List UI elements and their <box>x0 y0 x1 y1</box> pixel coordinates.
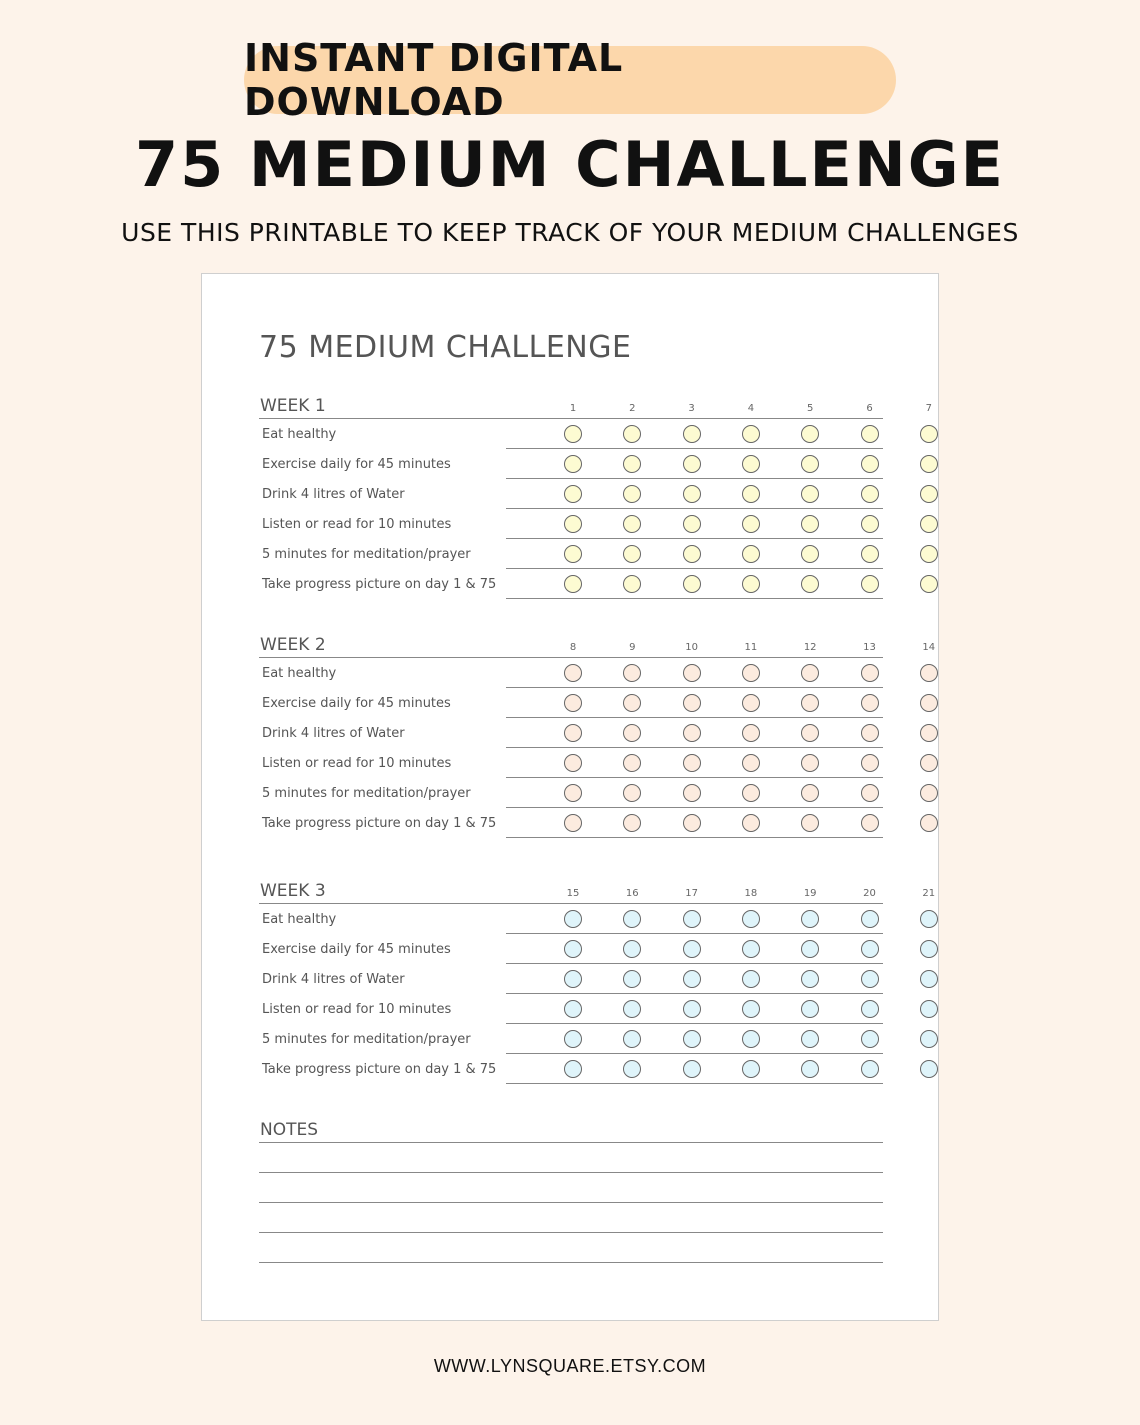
checkbox-circle[interactable] <box>801 1030 819 1048</box>
checkbox-circle[interactable] <box>742 575 760 593</box>
checkbox-circle[interactable] <box>861 724 879 742</box>
checkbox-circle[interactable] <box>564 1000 582 1018</box>
page-title: 75 MEDIUM CHALLENGE <box>135 128 1005 201</box>
checkbox-circle[interactable] <box>861 1060 879 1078</box>
checkbox-circle[interactable] <box>623 575 641 593</box>
notes-header <box>259 1116 883 1143</box>
task-label: Drink 4 litres of Water <box>262 487 405 502</box>
checkbox-circle[interactable] <box>920 664 938 682</box>
checkbox-circle[interactable] <box>742 485 760 503</box>
checkbox-circle[interactable] <box>623 970 641 988</box>
day-number: 16 <box>625 888 639 899</box>
checkbox-circle[interactable] <box>742 1060 760 1078</box>
note-line <box>259 1143 883 1173</box>
checkbox-circle[interactable] <box>742 784 760 802</box>
task-row <box>259 479 883 509</box>
checkbox-circle[interactable] <box>742 515 760 533</box>
week-label: WEEK 2 <box>260 635 326 655</box>
checkbox-circle[interactable] <box>861 545 879 563</box>
checkbox-circle[interactable] <box>920 485 938 503</box>
checkbox-circle[interactable] <box>623 724 641 742</box>
checkbox-circle[interactable] <box>564 1060 582 1078</box>
checkbox-circle[interactable] <box>683 664 701 682</box>
checkbox-circle[interactable] <box>683 910 701 928</box>
task-row <box>259 688 883 718</box>
checkbox-circle[interactable] <box>861 1000 879 1018</box>
checkbox-circle[interactable] <box>623 784 641 802</box>
checkbox-circle[interactable] <box>801 784 819 802</box>
task-row <box>259 964 883 994</box>
day-number: 6 <box>866 403 873 414</box>
week-block <box>259 877 936 1084</box>
footer-url: WWW.LYNSQUARE.ETSY.COM <box>433 1356 707 1376</box>
checkbox-circle[interactable] <box>623 1000 641 1018</box>
checkbox-circle[interactable] <box>683 724 701 742</box>
week-block <box>259 392 932 599</box>
checkbox-circle[interactable] <box>742 694 760 712</box>
checkbox-circle[interactable] <box>623 455 641 473</box>
checkbox-circle[interactable] <box>920 1000 938 1018</box>
checkbox-circle[interactable] <box>623 545 641 563</box>
checkbox-circle[interactable] <box>742 455 760 473</box>
day-number: 11 <box>744 642 758 653</box>
task-label: Drink 4 litres of Water <box>262 726 405 741</box>
task-label: Take progress picture on day 1 & 75 <box>262 816 497 831</box>
checkbox-circle[interactable] <box>564 724 582 742</box>
task-row <box>259 449 883 479</box>
checkbox-circle[interactable] <box>861 784 879 802</box>
printable-sheet <box>201 273 939 1321</box>
task-row <box>259 509 883 539</box>
checkbox-circle[interactable] <box>683 455 701 473</box>
note-line <box>259 1203 883 1233</box>
day-number: 17 <box>685 888 698 899</box>
checkbox-circle[interactable] <box>801 754 819 772</box>
checkbox-circle[interactable] <box>801 545 819 563</box>
checkbox-circle[interactable] <box>920 940 938 958</box>
checkbox-circle[interactable] <box>683 970 701 988</box>
checkbox-circle[interactable] <box>683 694 701 712</box>
checkbox-circle[interactable] <box>683 1000 701 1018</box>
day-number: 3 <box>688 403 695 414</box>
checkbox-circle[interactable] <box>801 515 819 533</box>
checkbox-circle[interactable] <box>920 455 938 473</box>
checkbox-circle[interactable] <box>742 940 760 958</box>
checkbox-circle[interactable] <box>861 814 879 832</box>
checkbox-circle[interactable] <box>564 970 582 988</box>
checkbox-circle[interactable] <box>742 814 760 832</box>
checkbox-circle[interactable] <box>623 515 641 533</box>
checkbox-circle[interactable] <box>742 1030 760 1048</box>
task-label: Eat healthy <box>262 912 337 927</box>
checkbox-circle[interactable] <box>861 940 879 958</box>
checkbox-circle[interactable] <box>683 814 701 832</box>
checkbox-circle[interactable] <box>861 515 879 533</box>
checkbox-circle[interactable] <box>920 970 938 988</box>
task-label: Exercise daily for 45 minutes <box>262 942 451 957</box>
checkbox-circle[interactable] <box>623 910 641 928</box>
checkbox-circle[interactable] <box>861 425 879 443</box>
checkbox-circle[interactable] <box>920 724 938 742</box>
checkbox-circle[interactable] <box>861 694 879 712</box>
checkbox-circle[interactable] <box>801 940 819 958</box>
sheet-title: 75 MEDIUM CHALLENGE <box>259 330 632 365</box>
day-number: 19 <box>803 888 817 899</box>
checkbox-circle[interactable] <box>683 1060 701 1078</box>
checkbox-circle[interactable] <box>920 784 938 802</box>
task-row <box>259 569 883 599</box>
checkbox-circle[interactable] <box>683 575 701 593</box>
checkbox-circle[interactable] <box>801 1000 819 1018</box>
task-row <box>259 1024 883 1054</box>
task-row <box>259 748 883 778</box>
task-label: Exercise daily for 45 minutes <box>262 457 451 472</box>
checkbox-circle[interactable] <box>861 575 879 593</box>
checkbox-circle[interactable] <box>564 455 582 473</box>
checkbox-circle[interactable] <box>742 1000 760 1018</box>
task-label: Listen or read for 10 minutes <box>262 517 452 532</box>
checkbox-circle[interactable] <box>683 784 701 802</box>
day-number: 4 <box>747 403 755 414</box>
week-label: WEEK 1 <box>260 396 326 416</box>
notes-section <box>259 1116 883 1263</box>
checkbox-circle[interactable] <box>564 664 582 682</box>
checkbox-circle[interactable] <box>683 1030 701 1048</box>
day-number: 8 <box>569 642 577 653</box>
task-label: Listen or read for 10 minutes <box>262 1002 452 1017</box>
checkbox-circle[interactable] <box>801 664 819 682</box>
task-label: Eat healthy <box>262 427 337 442</box>
checkbox-circle[interactable] <box>564 694 582 712</box>
checkbox-circle[interactable] <box>801 425 819 443</box>
checkbox-circle[interactable] <box>861 1030 879 1048</box>
checkbox-circle[interactable] <box>920 575 938 593</box>
checkbox-circle[interactable] <box>801 1060 819 1078</box>
checkbox-circle[interactable] <box>742 910 760 928</box>
task-row <box>259 934 883 964</box>
checkbox-circle[interactable] <box>861 485 879 503</box>
checkbox-circle[interactable] <box>801 455 819 473</box>
task-label: Drink 4 litres of Water <box>262 972 405 987</box>
instant-download-badge: INSTANT DIGITAL DOWNLOAD <box>244 46 896 114</box>
checkbox-circle[interactable] <box>623 485 641 503</box>
task-label: Eat healthy <box>262 666 337 681</box>
task-row <box>259 539 883 569</box>
checkbox-circle[interactable] <box>920 425 938 443</box>
checkbox-circle[interactable] <box>742 754 760 772</box>
checkbox-circle[interactable] <box>623 754 641 772</box>
checkbox-circle[interactable] <box>564 910 582 928</box>
checkbox-circle[interactable] <box>742 664 760 682</box>
week-label: WEEK 3 <box>260 881 326 901</box>
checkbox-circle[interactable] <box>920 545 938 563</box>
checkbox-circle[interactable] <box>683 425 701 443</box>
checkbox-circle[interactable] <box>801 694 819 712</box>
task-label: Listen or read for 10 minutes <box>262 756 452 771</box>
task-label: 5 minutes for meditation/prayer <box>262 1032 471 1047</box>
task-row <box>259 419 883 449</box>
checkbox-circle[interactable] <box>920 814 938 832</box>
week-block <box>259 631 936 838</box>
checkbox-circle[interactable] <box>564 575 582 593</box>
checkbox-circle[interactable] <box>742 425 760 443</box>
task-row <box>259 778 883 808</box>
checkbox-circle[interactable] <box>683 940 701 958</box>
day-number: 2 <box>629 403 636 414</box>
checkbox-circle[interactable] <box>801 814 819 832</box>
checkbox-circle[interactable] <box>801 970 819 988</box>
day-number: 21 <box>922 888 936 899</box>
day-number: 5 <box>807 403 814 414</box>
checkbox-circle[interactable] <box>564 814 582 832</box>
checkbox-circle[interactable] <box>861 910 879 928</box>
checkbox-circle[interactable] <box>683 754 701 772</box>
day-number: 7 <box>925 403 932 414</box>
checkbox-circle[interactable] <box>564 1030 582 1048</box>
day-number: 12 <box>803 642 817 653</box>
notes-label: NOTES <box>260 1120 319 1140</box>
checkbox-circle[interactable] <box>801 485 819 503</box>
day-number: 14 <box>922 642 936 653</box>
day-number: 13 <box>863 642 876 653</box>
checkbox-circle[interactable] <box>623 1030 641 1048</box>
note-line <box>259 1173 883 1203</box>
checkbox-circle[interactable] <box>742 724 760 742</box>
week-header <box>259 877 936 904</box>
task-row <box>259 904 883 934</box>
checkbox-circle[interactable] <box>920 754 938 772</box>
checkbox-circle[interactable] <box>861 970 879 988</box>
checkbox-circle[interactable] <box>623 664 641 682</box>
checkbox-circle[interactable] <box>861 455 879 473</box>
checkbox-circle[interactable] <box>623 814 641 832</box>
checkbox-circle[interactable] <box>920 910 938 928</box>
day-number: 9 <box>629 642 636 653</box>
checkbox-circle[interactable] <box>920 694 938 712</box>
day-number: 15 <box>566 888 580 899</box>
page-subtitle: USE THIS PRINTABLE TO KEEP TRACK OF YOUR MEDIUM CHALLENGES <box>121 218 1019 247</box>
checkbox-circle[interactable] <box>742 970 760 988</box>
week-header <box>259 631 936 658</box>
checkbox-circle[interactable] <box>861 754 879 772</box>
checkbox-circle[interactable] <box>564 784 582 802</box>
task-row <box>259 658 883 688</box>
checkbox-circle[interactable] <box>623 694 641 712</box>
week-header <box>259 392 932 419</box>
task-label: 5 minutes for meditation/prayer <box>262 547 471 562</box>
checkbox-circle[interactable] <box>683 545 701 563</box>
task-row <box>259 808 883 838</box>
checkbox-circle[interactable] <box>623 425 641 443</box>
day-number: 1 <box>569 403 577 414</box>
checkbox-circle[interactable] <box>801 724 819 742</box>
checkbox-circle[interactable] <box>623 940 641 958</box>
checkbox-circle[interactable] <box>564 485 582 503</box>
checkbox-circle[interactable] <box>861 664 879 682</box>
task-row <box>259 994 883 1024</box>
checkbox-circle[interactable] <box>920 515 938 533</box>
checkbox-circle[interactable] <box>683 515 701 533</box>
task-row <box>259 718 883 748</box>
checkbox-circle[interactable] <box>564 425 582 443</box>
day-number: 20 <box>863 888 876 899</box>
task-label: Take progress picture on day 1 & 75 <box>262 1062 497 1077</box>
checkbox-circle[interactable] <box>623 1060 641 1078</box>
checkbox-circle[interactable] <box>683 485 701 503</box>
note-line <box>259 1233 883 1263</box>
task-label: Take progress picture on day 1 & 75 <box>262 577 497 592</box>
checkbox-circle[interactable] <box>920 1060 938 1078</box>
checkbox-circle[interactable] <box>742 545 760 563</box>
task-row <box>259 1054 883 1084</box>
day-number: 18 <box>744 888 758 899</box>
task-label: 5 minutes for meditation/prayer <box>262 786 471 801</box>
day-number: 10 <box>685 642 698 653</box>
checkbox-circle[interactable] <box>564 754 582 772</box>
checkbox-circle[interactable] <box>920 1030 938 1048</box>
task-label: Exercise daily for 45 minutes <box>262 696 451 711</box>
checkbox-circle[interactable] <box>564 545 582 563</box>
checkbox-circle[interactable] <box>564 515 582 533</box>
checkbox-circle[interactable] <box>564 940 582 958</box>
checkbox-circle[interactable] <box>801 575 819 593</box>
checkbox-circle[interactable] <box>801 910 819 928</box>
